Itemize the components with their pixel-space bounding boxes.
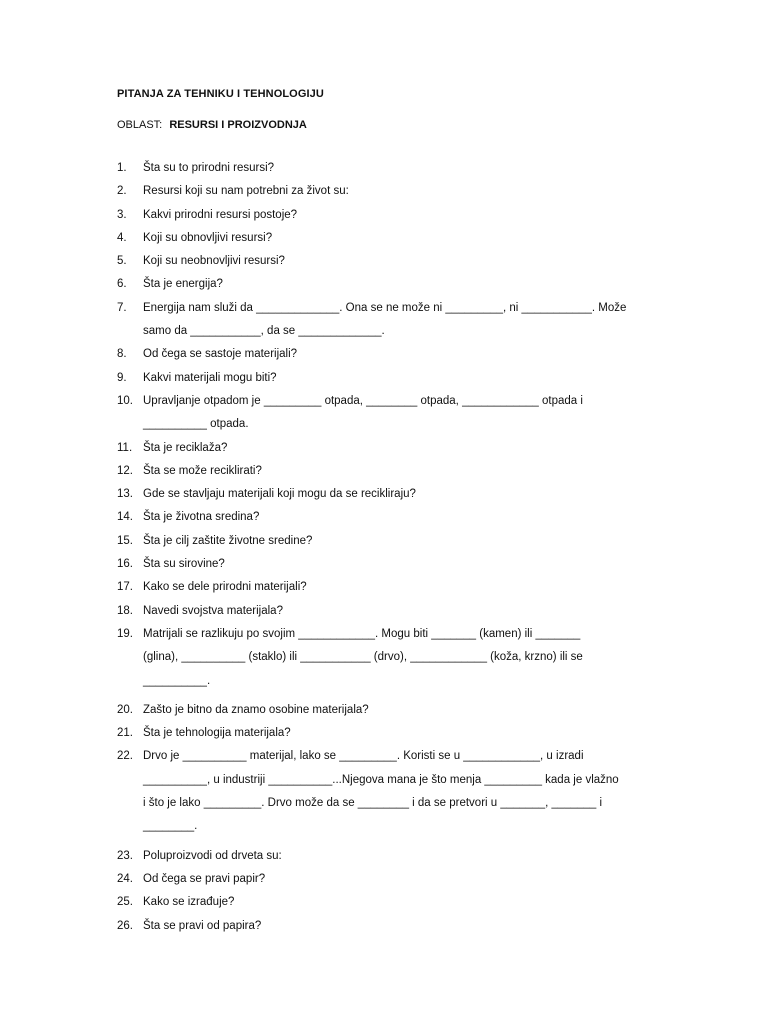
- question-number: [117, 815, 143, 838]
- question-item: [117, 600, 637, 623]
- question-number: 11.: [117, 441, 133, 454]
- question-number: 8.: [117, 348, 127, 361]
- question-text: Zašto je bitno da znamo osobine materijala?: [143, 703, 369, 716]
- question-number: 9.: [117, 371, 127, 384]
- question-number: [117, 646, 143, 669]
- question-item: [117, 530, 637, 553]
- question-continuation: [117, 815, 637, 838]
- question-number: 23.: [117, 849, 133, 862]
- question-text: Šta je tehnologija materijala?: [143, 727, 291, 740]
- question-item: [117, 437, 637, 460]
- question-number: [117, 320, 143, 343]
- question-text: samo da ___________, da se _____________.: [143, 325, 385, 338]
- question-text: __________.: [143, 674, 211, 687]
- question-number: 12.: [117, 464, 133, 477]
- question-text: Upravljanje otpadom je _________ otpada, ________ otpada, ____________ otpada i: [143, 394, 583, 407]
- question-item: [117, 227, 637, 250]
- question-number: 15.: [117, 534, 133, 547]
- question-item: [117, 745, 637, 768]
- question-item: [117, 553, 637, 576]
- question-number: 2.: [117, 185, 127, 198]
- question-item: [117, 204, 637, 227]
- question-text: Matrijali se razlikuju po svojim ____________. Mogu biti _______ (kamen) ili _______: [143, 627, 581, 640]
- question-text: Šta se može reciklirati?: [143, 464, 262, 477]
- question-text: Drvo je __________ materijal, lako se _________. Koristi se u ____________, u izradi: [143, 750, 584, 763]
- question-text: Od čega se sastoje materijali?: [143, 348, 298, 361]
- question-text: Navedi svojstva materijala?: [143, 604, 283, 617]
- document-title: PITANJA ZA TEHNIKU I TEHNOLOGIJU: [117, 88, 324, 100]
- question-text: Šta se pravi od papira?: [143, 919, 262, 932]
- question-number: 4.: [117, 231, 127, 244]
- question-item: [117, 483, 637, 506]
- question-item: [117, 891, 637, 914]
- question-number: 6.: [117, 278, 127, 291]
- question-item: [117, 915, 637, 938]
- question-continuation: [117, 413, 637, 436]
- question-item: [117, 367, 637, 390]
- question-number: 21.: [117, 727, 133, 740]
- question-text: Šta je cilj zaštite životne sredine?: [143, 534, 313, 547]
- question-item: [117, 297, 637, 320]
- question-text: Energija nam služi da _____________. Ona se ne može ni _________, ni ___________. Može: [143, 301, 627, 314]
- question-text: Kakvi prirodni resursi postoje?: [143, 208, 298, 221]
- question-item: [117, 868, 637, 891]
- question-item: [117, 699, 637, 722]
- question-number: 18.: [117, 604, 133, 617]
- question-number: 25.: [117, 896, 133, 909]
- question-text: (glina), __________ (staklo) ili ___________ (drvo), ____________ (koža, krzno) ili se: [143, 651, 583, 664]
- area-value: RESURSI I PROIZVODNJA: [169, 119, 307, 131]
- question-text: Šta je reciklaža?: [143, 441, 228, 454]
- question-continuation: [117, 670, 637, 693]
- question-item: [117, 623, 637, 646]
- question-text: Šta je životna sredina?: [143, 511, 260, 524]
- question-number: [117, 413, 143, 436]
- question-item: [117, 845, 637, 868]
- question-text: Kako se dele prirodni materijali?: [143, 581, 307, 594]
- question-continuation: [117, 792, 637, 815]
- question-number: 1.: [117, 162, 127, 174]
- question-number: 10.: [117, 394, 133, 407]
- question-number: 7.: [117, 301, 127, 314]
- question-item: [117, 273, 637, 296]
- question-number: 16.: [117, 558, 133, 571]
- question-number: 22.: [117, 750, 133, 763]
- question-number: 13.: [117, 488, 133, 501]
- question-item: [117, 180, 637, 203]
- question-item: [117, 157, 637, 180]
- area-heading: [117, 119, 307, 131]
- question-item: [117, 576, 637, 599]
- question-text: Poluproizvodi od drveta su:: [143, 849, 282, 862]
- question-continuation: [117, 320, 637, 343]
- question-number: [117, 670, 143, 693]
- question-text: Od čega se pravi papir?: [143, 872, 266, 885]
- question-text: ________.: [143, 820, 198, 833]
- question-item: [117, 390, 637, 413]
- question-continuation: [117, 646, 637, 669]
- question-number: 17.: [117, 581, 133, 594]
- question-text: Koji su obnovljivi resursi?: [143, 231, 273, 244]
- question-item: [117, 250, 637, 273]
- question-item: [117, 343, 637, 366]
- question-text: __________, u industriji __________...Njegova mana je što menja _________ kada je vlažno: [143, 773, 619, 786]
- question-text: Kakvi materijali mogu biti?: [143, 371, 277, 384]
- area-label: OBLAST:: [117, 119, 163, 131]
- question-text: Šta je energija?: [143, 278, 223, 291]
- question-text: Resursi koji su nam potrebni za život su:: [143, 185, 349, 198]
- question-number: 19.: [117, 627, 133, 640]
- question-text: __________ otpada.: [143, 418, 249, 431]
- question-text: Gde se stavljaju materijali koji mogu da se recikliraju?: [143, 488, 416, 501]
- question-continuation: [117, 769, 637, 792]
- question-number: 20.: [117, 703, 133, 716]
- question-item: [117, 722, 637, 745]
- question-text: Kako se izrađuje?: [143, 896, 235, 909]
- question-item: [117, 460, 637, 483]
- question-number: [117, 792, 143, 815]
- question-number: 3.: [117, 208, 127, 221]
- question-text: Koji su neobnovljivi resursi?: [143, 255, 285, 268]
- question-number: 24.: [117, 872, 133, 885]
- question-text: Šta su to prirodni resursi?: [143, 162, 275, 174]
- question-number: 5.: [117, 255, 127, 268]
- question-text: Šta su sirovine?: [143, 558, 225, 571]
- question-number: [117, 769, 143, 792]
- question-text: i što je lako _________. Drvo može da se ________ i da se pretvori u _______, _______ i: [143, 797, 603, 810]
- question-list: [117, 157, 637, 938]
- question-item: [117, 506, 637, 529]
- question-number: 26.: [117, 919, 133, 932]
- question-number: 14.: [117, 511, 133, 524]
